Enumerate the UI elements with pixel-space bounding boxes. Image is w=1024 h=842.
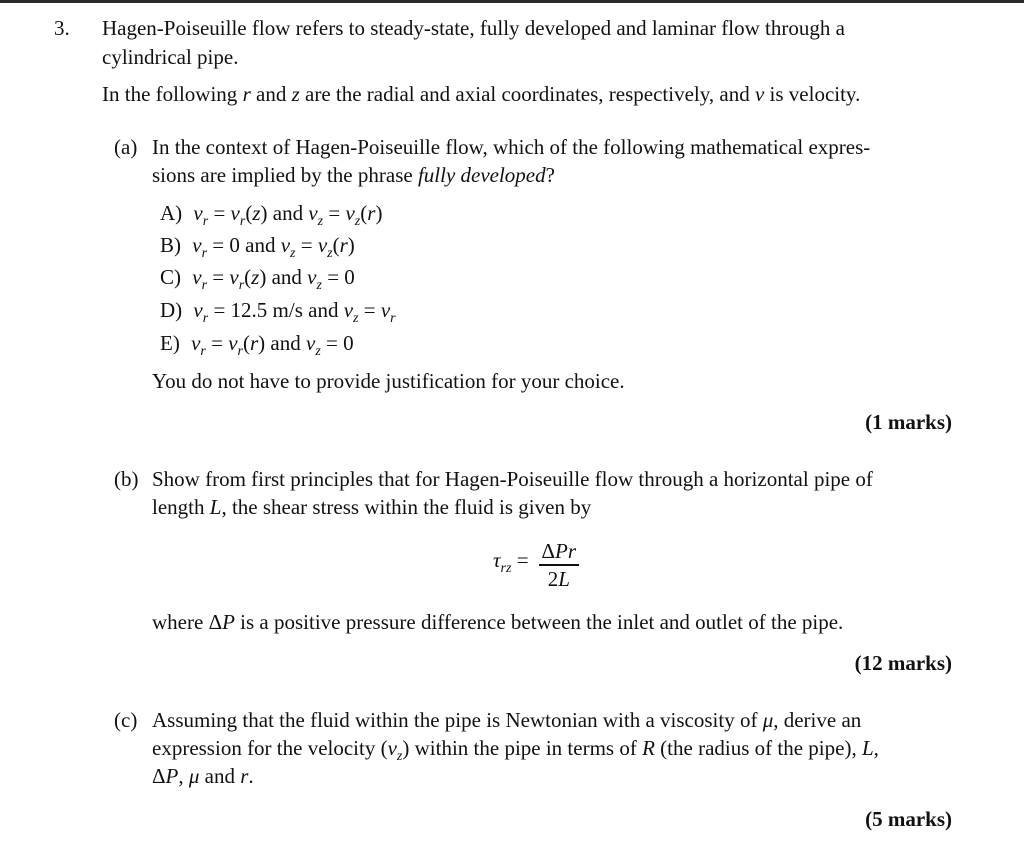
part-c-label: (c) bbox=[114, 708, 138, 732]
part-a-note: You do not have to provide justification for your choice. bbox=[152, 369, 625, 393]
option-letter: C) bbox=[160, 265, 181, 289]
question-number: 3. bbox=[54, 16, 70, 40]
option-letter: A) bbox=[160, 201, 183, 225]
intro-line-1: Hagen-Poiseuille flow refers to steady-state, fully developed and laminar flow through a bbox=[102, 16, 845, 40]
option-letter: B) bbox=[160, 233, 181, 257]
option-a: A) $v_r = v_r(z)$ and $v_z = v_z(r)$ bbox=[160, 201, 383, 230]
top-border bbox=[0, 0, 1024, 3]
part-a-line-1: In the context of Hagen-Poiseuille flow, which of the following mathematical expres- bbox=[152, 135, 871, 159]
part-b-label: (b) bbox=[114, 467, 139, 491]
part-b-line-1: Show from first principles that for Hagen-Poiseuille flow through a horizontal pipe of bbox=[152, 467, 873, 491]
option-d: D) $v_r = 12.5$ m/s and $v_z = v_r$ bbox=[160, 298, 396, 327]
equation-fraction bbox=[539, 538, 580, 592]
equation-denominator: 2L bbox=[547, 566, 570, 591]
coordinates-sentence: In the following r and z are the radial and axial coordinates, respectively, and v is velocity. bbox=[102, 82, 861, 106]
intro-line-2: cylindrical pipe. bbox=[102, 45, 239, 69]
equation-lhs: $\tau_{rz}$ = bbox=[493, 548, 529, 577]
part-b-marks: (12 marks) bbox=[854, 651, 952, 675]
part-c-line-1: Assuming that the fluid within the pipe is Newtonian with a viscosity of μ, derive an bbox=[152, 708, 862, 732]
option-b: B) $v_r = 0$ and $v_z = v_z(r)$ bbox=[160, 233, 355, 262]
part-c-marks: (5 marks) bbox=[865, 807, 952, 831]
option-e: E) $v_r = v_r(r)$ and $v_z = 0$ bbox=[160, 331, 354, 360]
part-c-line-2: expression for the velocity $(v_z)$ within the pipe in terms of R (the radius of the pipe), L, bbox=[152, 736, 879, 765]
part-b-line-2: length L, the shear stress within the fluid is given by bbox=[152, 495, 592, 519]
part-c-line-3: ΔP, μ and r. bbox=[152, 764, 254, 788]
shear-stress-equation bbox=[493, 538, 579, 592]
option-letter: E) bbox=[160, 331, 180, 355]
part-a-label: (a) bbox=[114, 135, 138, 159]
equation-numerator: ΔPr bbox=[541, 539, 577, 563]
part-a-line-2: sions are implied by the phrase fully developed? bbox=[152, 163, 555, 187]
part-a-marks: (1 marks) bbox=[865, 410, 952, 434]
part-b-where: where ΔP is a positive pressure difference between the inlet and outlet of the pipe. bbox=[152, 610, 844, 634]
option-c: C) $v_r = v_r(z)$ and $v_z = 0$ bbox=[160, 265, 355, 294]
option-letter: D) bbox=[160, 298, 183, 322]
